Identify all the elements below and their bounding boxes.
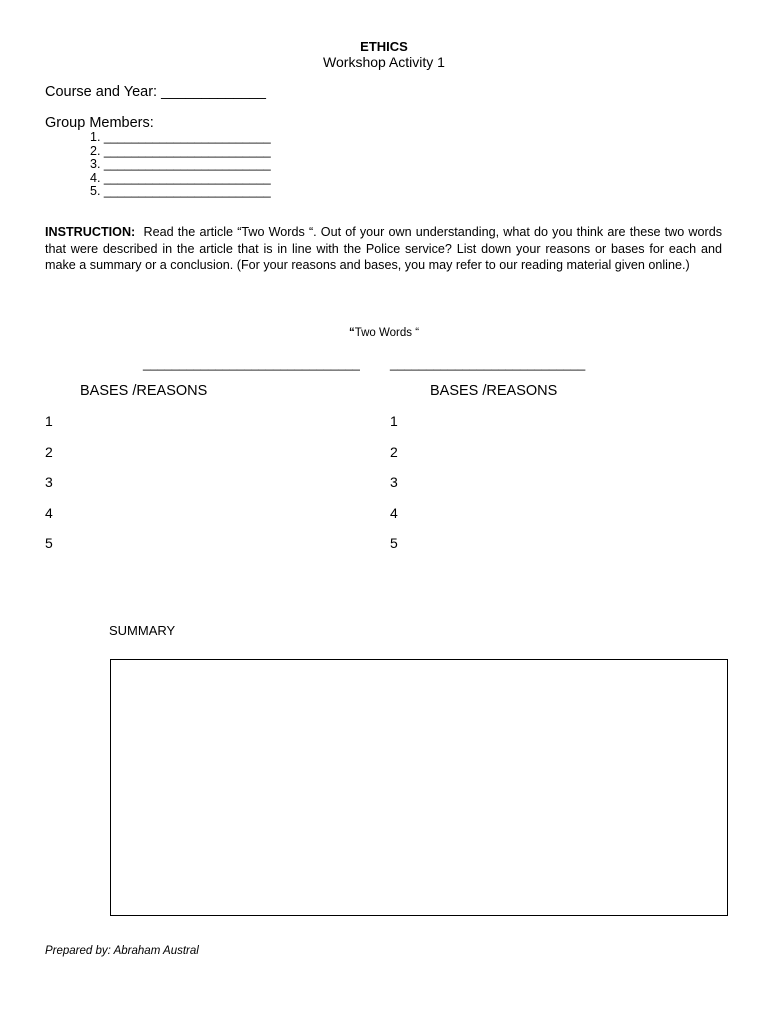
- member-line-5: 5. ________________________: [90, 184, 271, 198]
- summary-label: SUMMARY: [109, 623, 176, 638]
- left-reason-number: 2: [45, 444, 53, 460]
- document-subtitle: Workshop Activity 1: [323, 54, 445, 70]
- group-members-label: Group Members:: [45, 115, 154, 131]
- second-word-blank: ___________________________: [390, 356, 586, 371]
- instruction-text: Read the article “Two Words “. Out of your own understanding, what do you think are these two words that were described in the article that is in line with the Police service? List down your reasons or bases for each and make a summary or a conclusion. (For your reasons and bases, you may refer to our reading material given online.): [45, 225, 722, 272]
- left-reason-number: 1: [45, 413, 53, 429]
- document-title: ETHICS: [360, 39, 408, 54]
- right-reason-number: 4: [390, 505, 398, 521]
- right-reason-number: 2: [390, 444, 398, 460]
- course-and-year-field: Course and Year: _____________: [45, 84, 266, 100]
- summary-box: [110, 659, 728, 916]
- instruction-paragraph: [45, 224, 722, 274]
- prepared-by: Prepared by: Abraham Austral: [45, 945, 199, 957]
- two-words-title: [0, 327, 768, 339]
- member-line-4: 4. ________________________: [90, 170, 271, 185]
- right-bases-reasons-heading: BASES /REASONS: [430, 383, 558, 399]
- two-words-title-text: Two Words “: [354, 327, 420, 339]
- member-line-3: 3. ________________________: [90, 157, 271, 171]
- two-words-open-quote: “: [348, 327, 355, 339]
- member-line-1: 1. ________________________: [90, 130, 271, 144]
- group-members-list: [90, 131, 271, 199]
- left-reason-number: 4: [45, 505, 53, 521]
- right-reason-number: 1: [390, 413, 398, 429]
- right-reason-number: 3: [390, 474, 398, 490]
- member-line-2: 2. ________________________: [90, 143, 271, 158]
- left-bases-reasons-heading: BASES /REASONS: [80, 383, 208, 399]
- first-word-blank: ______________________________: [143, 356, 360, 371]
- right-reason-number: 5: [390, 535, 398, 551]
- left-reason-number: 5: [45, 535, 53, 551]
- left-reason-number: 3: [45, 474, 53, 490]
- instruction-label: INSTRUCTION:: [45, 225, 136, 239]
